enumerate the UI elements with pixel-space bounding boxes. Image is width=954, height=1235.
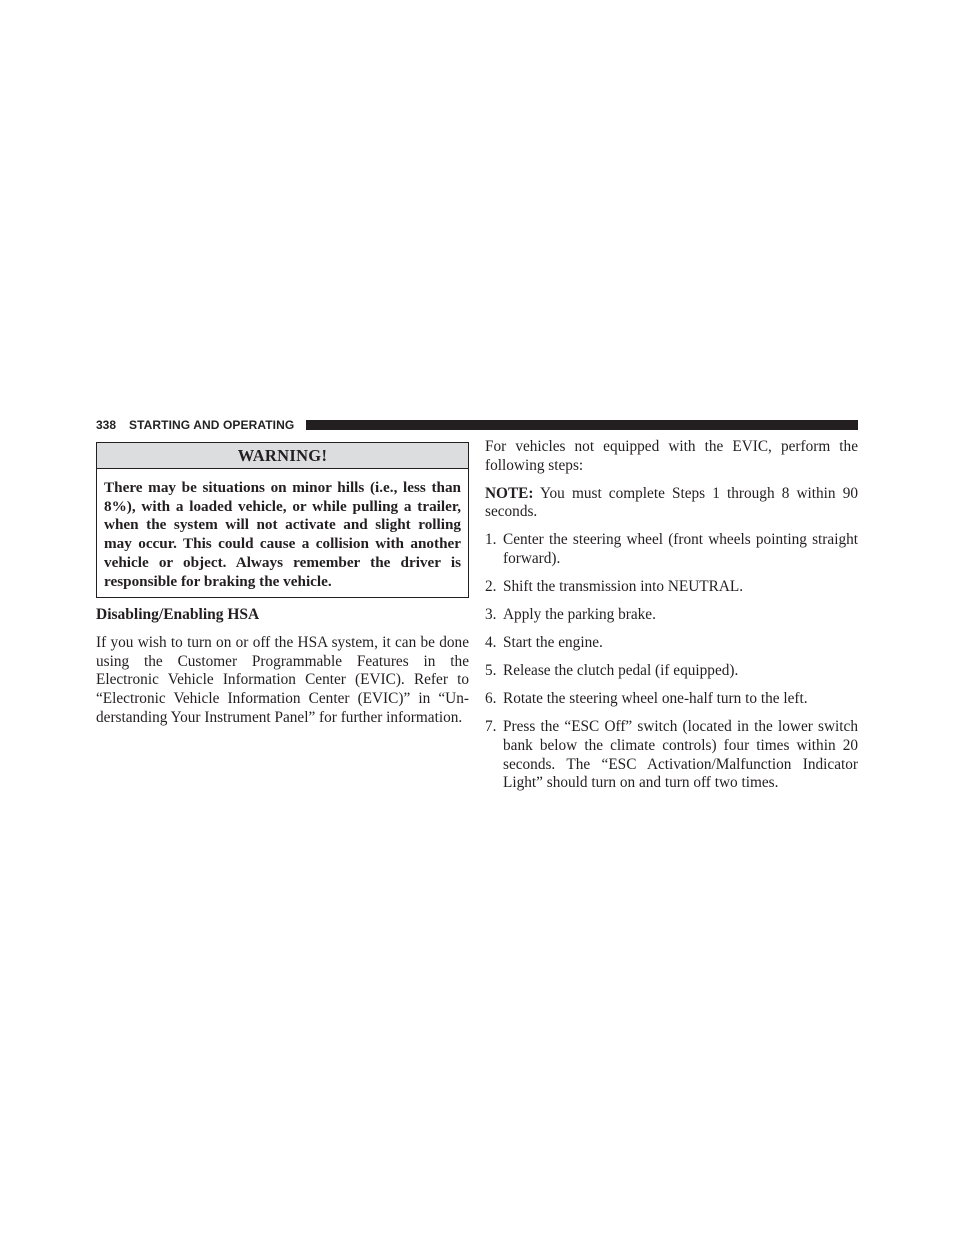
step-text: Press the “ESC Off” switch (located in the lower switch bank below the climate controls) four times within 20 seconds. The “ESC Activation/Malfunction Indicator Light” should turn on and turn off two times. [503,718,858,792]
page-number: 338 [96,418,117,432]
list-item [485,662,858,681]
note-text: You must complete Steps 1 through 8 within 90 seconds. [485,484,858,521]
step-text: Rotate the steering wheel one-half turn to the left. [503,690,808,708]
warning-text: There may be situations on minor hills (i.e., less than 8%), with a loaded vehicle, or while pulling a trailer, when the system will not activate and slight rolling may occur. This could cause a collision with another vehicle or object. Always remember the driver is responsible for braking the vehicle. [104,479,461,590]
header-rule-bar [306,420,858,430]
list-item [485,578,858,597]
step-text: Center the steering wheel (front wheels pointing straight forward). [503,531,858,568]
warning-box [96,442,469,598]
note-paragraph [485,485,858,522]
right-column [485,438,858,802]
intro-paragraph: For vehicles not equipped with the EVIC, perform the following steps: [485,438,858,474]
step-number: 6. [485,690,497,708]
step-number: 7. [485,718,497,736]
list-item [485,606,858,625]
section-title: STARTING AND OPERATING [129,418,295,432]
list-item [485,531,858,568]
list-item [485,718,858,793]
list-item [485,690,858,709]
steps-list [485,531,858,793]
warning-title: WARNING! [97,443,468,469]
subheading-disabling-enabling-hsa: Disabling/Enabling HSA [96,606,260,624]
step-number: 4. [485,634,497,652]
hsa-paragraph: If you wish to turn on or off the HSA system, it can be done using the Customer Programmable Features in the Electronic Vehicle Information Center (EVIC). Refer to “Electronic Vehicle Information Center (EVIC)” in “Understanding Your Instrument Panel” for further information. [96,633,469,726]
step-number: 3. [485,606,497,624]
step-text: Start the engine. [503,634,603,652]
step-text: Shift the transmission into NEUTRAL. [503,578,744,596]
step-number: 1. [485,531,497,549]
page-header [96,417,858,433]
step-number: 5. [485,662,497,680]
note-label: NOTE: [485,484,534,502]
step-text: Release the clutch pedal (if equipped). [503,662,739,680]
step-text: Apply the parking brake. [503,606,656,624]
list-item [485,634,858,653]
step-number: 2. [485,578,497,596]
left-column [96,442,469,727]
